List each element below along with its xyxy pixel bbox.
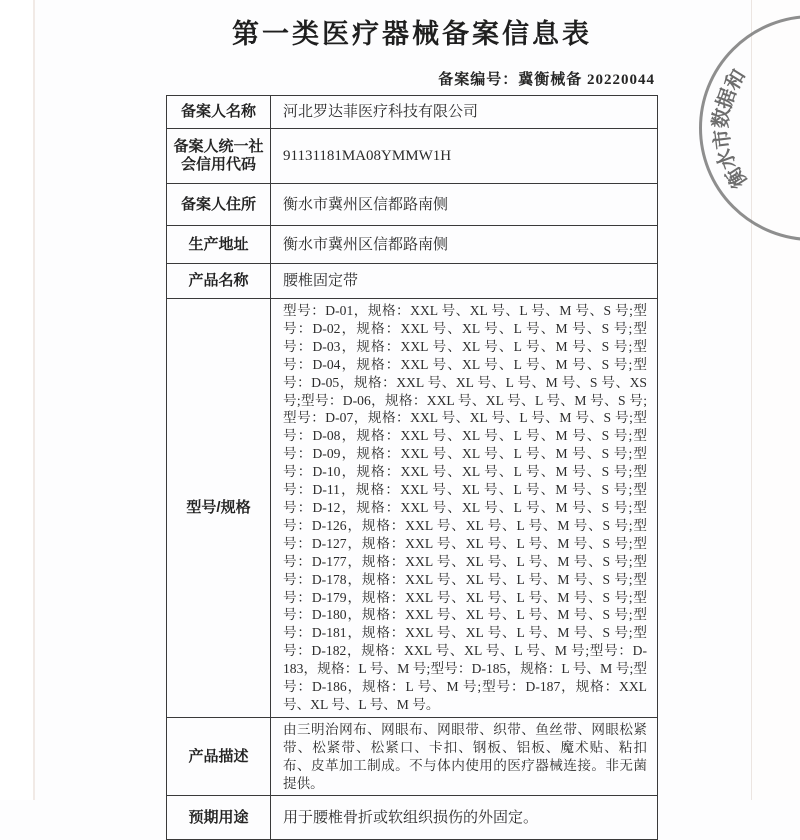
- registration-number-value: 冀衡械备 20220044: [518, 72, 655, 88]
- row-value-product-description: 由三明治网布、网眼布、网眼带、织带、鱼丝带、网眼松紧带、松紧带、松紧口、卡扣、钢板、铝板、魔术贴、粘扣布、皮革加工制成。不与体内使用的医疗器械连接。非无菌提供。: [271, 717, 658, 796]
- row-label-credit-code: 备案人统一社会信用代码: [167, 129, 271, 184]
- row-label-filer-name: 备案人名称: [167, 96, 271, 129]
- row-value-credit-code: 91131181MA08YMMW1H: [271, 129, 658, 184]
- table-row: [167, 226, 658, 264]
- row-label-product-description: 产品描述: [167, 717, 271, 796]
- scan-margin-right: [751, 0, 800, 800]
- row-value-model-spec: 型号：D-01，规格：XXL 号、XL 号、L 号、M 号、S 号;型号：D-02，规格：XXL 号、XL 号、L 号、M 号、S 号;型号：D-03，规格：XXL 号、XL 号、L 号、M 号、S 号;型号：D-04，规格：XXL 号、XL 号、L 号、M 号、S 号;型号：D-05，规格：XXL 号、XL 号、L 号、M 号、S 号、XS 号;型号：D-06，规格：XXL 号、XL 号、L 号、M 号、S 号;型号：D-07，规格：XXL 号、XL 号、L 号、M 号、S 号;型号：D-08，规格：XXL 号、XL 号、L 号、M 号、S 号;型号：D-09，规格：XXL 号、XL 号、L 号、M 号、S 号;型号：D-10，规格：XXL 号、XL 号、L 号、M 号、S 号;型号：D-11，规格：XXL 号、XL 号、L 号、M 号、S 号;型号：D-12，规格：XXL 号、XL 号、L 号、M 号、S 号;型号：D-126，规格：XXL 号、XL 号、L 号、M 号、S 号;型号：D-127，规格：XXL 号、XL 号、L 号、M 号、S 号;型号：D-177，规格：XXL 号、XL 号、L 号、M 号、S 号;型号：D-178，规格：XXL 号、XL 号、L 号、M 号、S 号;型号：D-179，规格：XXL 号、XL 号、L 号、M 号、S 号;型号：D-180，规格：XXL 号、XL 号、L 号、M 号、S 号;型号：D-181，规格：XXL 号、XL 号、L 号、M 号、S 号;型号：D-182，规格：XXL 号、XL 号、L 号、M 号;型号：D-183，规格：L 号、M 号;型号：D-185，规格：L 号、M 号;型号：D-186，规格：L 号、M 号;型号：D-187，规格：XXL 号、XL 号、L 号、M 号。: [271, 299, 658, 718]
- row-label-product-name: 产品名称: [167, 264, 271, 299]
- registration-form-table: [166, 95, 658, 840]
- page-title: 第一类医疗器械备案信息表: [232, 19, 592, 49]
- row-value-production-address: 衡水市冀州区信都路南侧: [271, 226, 658, 264]
- seal-character: 据: [713, 85, 741, 113]
- row-label-model-spec: 型号/规格: [167, 299, 271, 718]
- seal-character: 数: [710, 106, 734, 130]
- registration-number: [438, 68, 655, 89]
- table-row: [167, 299, 658, 718]
- row-value-product-name: 腰椎固定带: [271, 264, 658, 299]
- table-row: [167, 717, 658, 796]
- table-row: [167, 96, 658, 129]
- table-row: [167, 129, 658, 184]
- seal-character: 市: [710, 127, 736, 151]
- row-label-intended-use: 预期用途: [167, 796, 271, 840]
- seal-character: 和: [721, 65, 751, 95]
- seal-character: 衡: [722, 162, 752, 192]
- scan-margin-left: [0, 0, 35, 800]
- row-value-filer-address: 衡水市冀州区信都路南侧: [271, 184, 658, 226]
- row-value-filer-name: 河北罗达菲医疗科技有限公司: [271, 96, 658, 129]
- row-label-filer-address: 备案人住所: [167, 184, 271, 226]
- table-row: [167, 264, 658, 299]
- seal-character: 水: [713, 145, 741, 173]
- registration-number-label: 备案编号：: [438, 72, 519, 88]
- table-row: [167, 796, 658, 840]
- row-label-production-address: 生产地址: [167, 226, 271, 264]
- table-row: [167, 184, 658, 226]
- row-value-intended-use: 用于腰椎骨折或软组织损伤的外固定。: [271, 796, 658, 840]
